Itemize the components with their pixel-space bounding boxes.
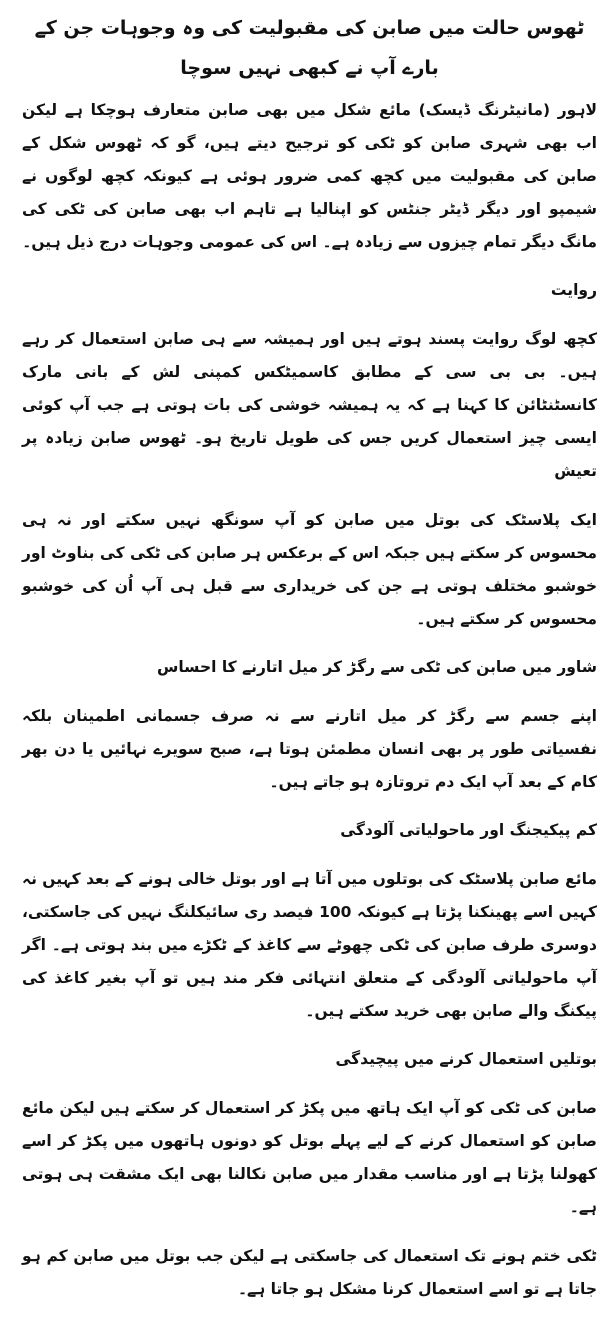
section-heading-shower: شاور میں صابن کی ٹکی سے رگڑ کر میل اتارنے کا احساس [156,658,597,676]
section-heading-tradition: روایت [550,281,597,299]
article-title: ٹھوس حالت میں صابن کی مقبولیت کی وہ وجوہات جن کے بارے آپ نے کبھی نہیں سوچا [34,17,585,79]
intro-paragraph: لاہور (مانیٹرنگ ڈیسک) مائع شکل میں بھی صابن متعارف ہوچکا ہے لیکن اب بھی شہری صابن کو ٹکی کو ترجیح دیتے ہیں، گو کہ ٹھوس شکل کے صابن کی مقبولیت میں کچھ کمی ضرور ہوئی ہے کیونکہ کچھ لوگوں نے شیمپو اور دیگر ڈیٹر جنٹس کو اپنالیا ہے تاہم اب بھی صابن کی ٹکی کی مانگ دیگر تمام چیزوں سے زیادہ ہے۔ اس کی عمومی وجوہات درج ذیل ہیں۔ [22,101,597,251]
article [22,8,597,1322]
paragraph-bottles-1: صابن کی ٹکی کو آپ ایک ہاتھ میں پکڑ کر استعمال کر سکتے ہیں لیکن مائع صابن کو استعمال کرنے کے لیے پہلے بوتل کو دونوں ہاتھوں میں پکڑ کر اسے کھولنا پڑتا ہے اور مناسب مقدار میں صابن نکالنا بھی ایک مشقت ہی ہوتی ہے۔ [22,1099,597,1216]
paragraph-bottles-2: ٹکی ختم ہونے تک استعمال کی جاسکتی ہے لیکن جب بوتل میں صابن کم ہو جاتا ہے تو اسے استعمال کرنا مشکل ہو جاتا ہے۔ [22,1247,597,1298]
paragraph-tradition-2: ایک پلاسٹک کی بوتل میں صابن کو آپ سونگھ نہیں سکتے اور نہ ہی محسوس کر سکتے ہیں جبکہ اس کے برعکس ہر صابن کی ٹکی کی بناوٹ اور خوشبو مختلف ہوتی ہے جن کی خریداری سے قبل ہی آپ اُن کی خوشبو محسوس کر سکتے ہیں۔ [22,511,597,628]
paragraph-tradition-1: کچھ لوگ روایت پسند ہوتے ہیں اور ہمیشہ سے ہی صابن استعمال کر رہے ہیں۔ بی بی سی کے مطابق کاسمیٹکس کمپنی لش کے بانی مارک کانسٹنٹائن کا کہنا ہے کہ یہ ہمیشہ خوشی کی بات ہوتی ہے جب آپ کوئی ایسی چیز استعمال کریں جس کی طویل تاریخ ہو۔ ٹھوس صابن زیادہ پر تعیش [22,330,597,480]
paragraph-shower-1: اپنے جسم سے رگڑ کر میل اتارنے سے نہ صرف جسمانی اطمینان بلکہ نفسیاتی طور پر بھی انسان مطمئن ہوتا ہے، صبح سویرے نہائیں یا دن بھر کام کے بعد آپ ایک دم تروتازہ ہو جاتے ہیں۔ [22,707,597,791]
section-heading-packaging: کم پیکیجنگ اور ماحولیاتی آلودگی [340,821,597,839]
paragraph-packaging-1: مائع صابن پلاسٹک کی بوتلوں میں آتا ہے اور بوتل خالی ہونے کے بعد کہیں نہ کہیں اسے پھینکنا پڑتا ہے کیونکہ 100 فیصد ری سائیکلنگ نہیں کی جاسکتی، دوسری طرف صابن کی ٹکی چھوٹے سے کاغذ کے ٹکڑے میں بند ہوتی ہے۔ اگر آپ ماحولیاتی آلودگی کے متعلق انتہائی فکر مند ہیں تو آپ بغیر کاغذ کی پیکنگ والے صابن بھی خرید سکتے ہیں۔ [22,870,597,1020]
section-heading-bottles: بوتلیں استعمال کرنے میں پیچیدگی [335,1050,597,1068]
